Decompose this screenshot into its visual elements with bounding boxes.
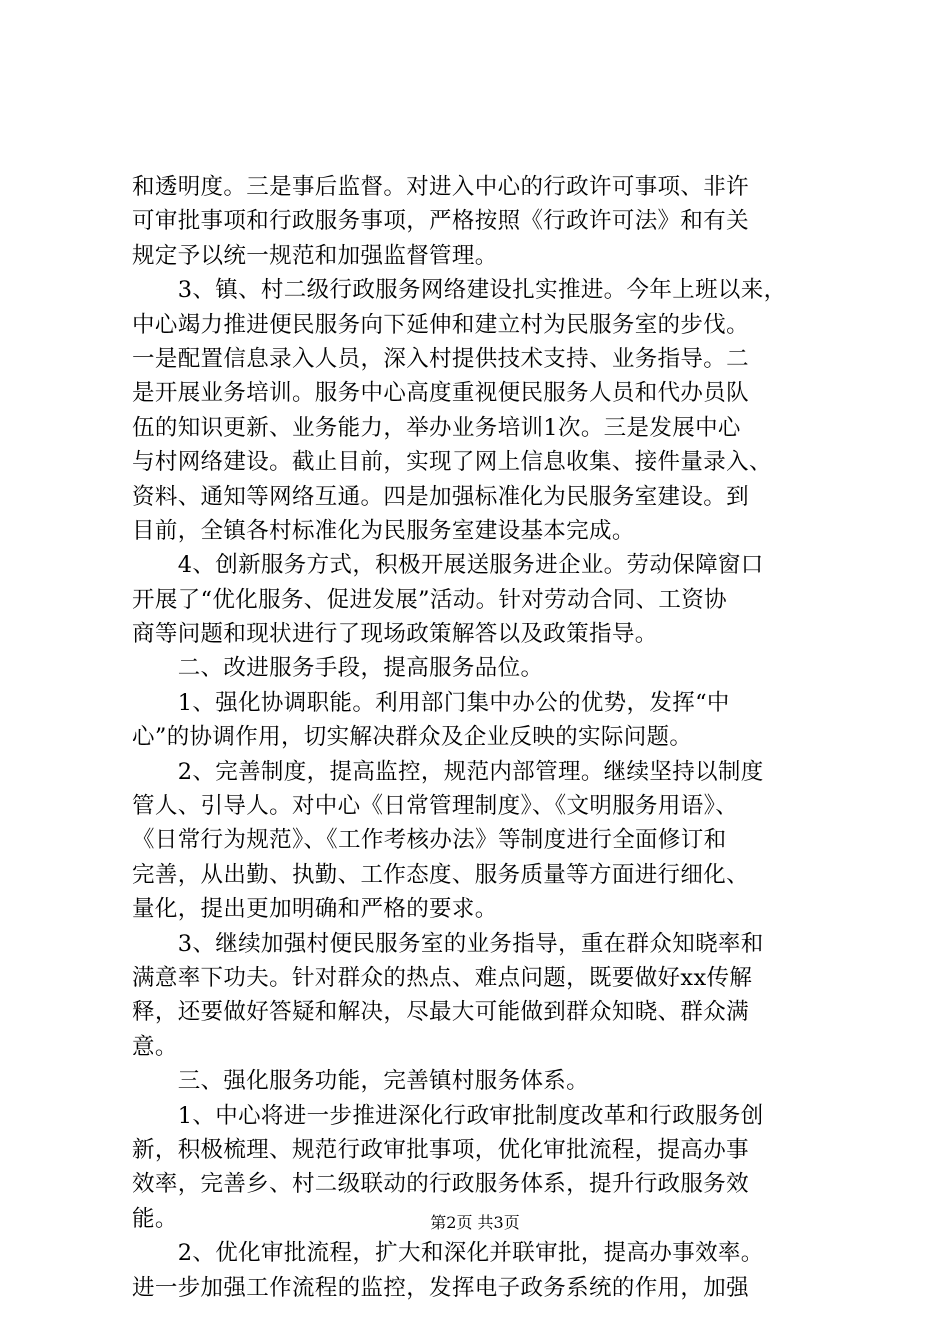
text-line: 量化，提出更加明确和严格的要求。 xyxy=(132,896,498,923)
text-line: 心”的协调作用，切实解决群众及企业反映的实际问题。 xyxy=(132,724,693,751)
text-line: 1、强化协调职能。利用部门集中办公的优势，发挥“中 xyxy=(132,689,730,716)
text-line: 4、创新服务方式，积极开展送服务进企业。劳动保障窗口 xyxy=(132,552,764,579)
text-line: 伍的知识更新、业务能力，举办业务培训1次。三是发展中心 xyxy=(132,414,741,441)
text-line: 资料、通知等网络互通。四是加强标准化为民服务室建设。到 xyxy=(132,483,749,510)
text-line: 一是配置信息录入人员，深入村提供技术支持、业务指导。二 xyxy=(132,345,749,372)
text-line: 新，积极梳理、规范行政审批事项，优化审批流程，提高办事 xyxy=(132,1136,749,1163)
text-line: 管人、引导人。对中心《日常管理制度》、《文明服务用语》、 xyxy=(132,793,739,820)
page-number-label: 第2页 共3页 xyxy=(430,1213,520,1232)
text-line: 效率，完善乡、村二级联动的行政服务体系，提升行政服务效 xyxy=(132,1171,749,1198)
text-line: 完善，从出勤、执勤、工作态度、服务质量等方面进行细化、 xyxy=(132,861,749,888)
text-line: 意。 xyxy=(132,1033,178,1060)
text-line: 3、继续加强村便民服务室的业务指导，重在群众知晓率和 xyxy=(132,930,764,957)
text-line: 和透明度。三是事后监督。对进入中心的行政许可事项、非许 xyxy=(132,174,749,200)
text-line: 可审批事项和行政服务事项，严格按照《行政许可法》和有关 xyxy=(132,208,749,235)
text-line: 释，还要做好答疑和解决，尽最大可能做到群众知晓、群众满 xyxy=(132,999,749,1026)
text-line: 能。 xyxy=(132,1205,178,1232)
text-line: 进一步加强工作流程的监控，发挥电子政务系统的作用，加强 xyxy=(132,1274,749,1301)
text-line: 目前，全镇各村标准化为民服务室建设基本完成。 xyxy=(132,517,635,544)
text-line: 规定予以统一规范和加强监督管理。 xyxy=(132,242,498,269)
text-line: 开展了“优化服务、促进发展”活动。针对劳动合同、工资协 xyxy=(132,586,727,613)
body-text xyxy=(132,170,832,1305)
text-line: 2、完善制度，提高监控，规范内部管理。继续坚持以制度 xyxy=(132,758,764,785)
text-line: 1、中心将进一步推进深化行政审批制度改革和行政服务创 xyxy=(132,1102,764,1129)
section-heading: 三、强化服务功能，完善镇村服务体系。 xyxy=(132,1068,590,1095)
section-heading: 二、改进服务手段，提高服务品位。 xyxy=(132,655,544,682)
text-line: 中心竭力推进便民服务向下延伸和建立村为民服务室的步伐。 xyxy=(132,311,749,338)
text-line: 满意率下功夫。针对群众的热点、难点问题，既要做好xx传解 xyxy=(132,964,753,991)
text-line: 2、优化审批流程，扩大和深化并联审批，提高办事效率。 xyxy=(132,1240,764,1267)
page-footer xyxy=(0,1212,950,1234)
text-line: 与村网络建设。截止目前，实现了网上信息收集、接件量录入、 xyxy=(132,449,772,476)
text-line: 《日常行为规范》、《工作考核办法》等制度进行全面修订和 xyxy=(132,827,727,854)
text-line: 商等问题和现状进行了现场政策解答以及政策指导。 xyxy=(132,621,658,648)
text-line: 3、镇、村二级行政服务网络建设扎实推进。今年上班以来， xyxy=(132,277,787,304)
text-line: 是开展业务培训。服务中心高度重视便民服务人员和代办员队 xyxy=(132,380,749,407)
